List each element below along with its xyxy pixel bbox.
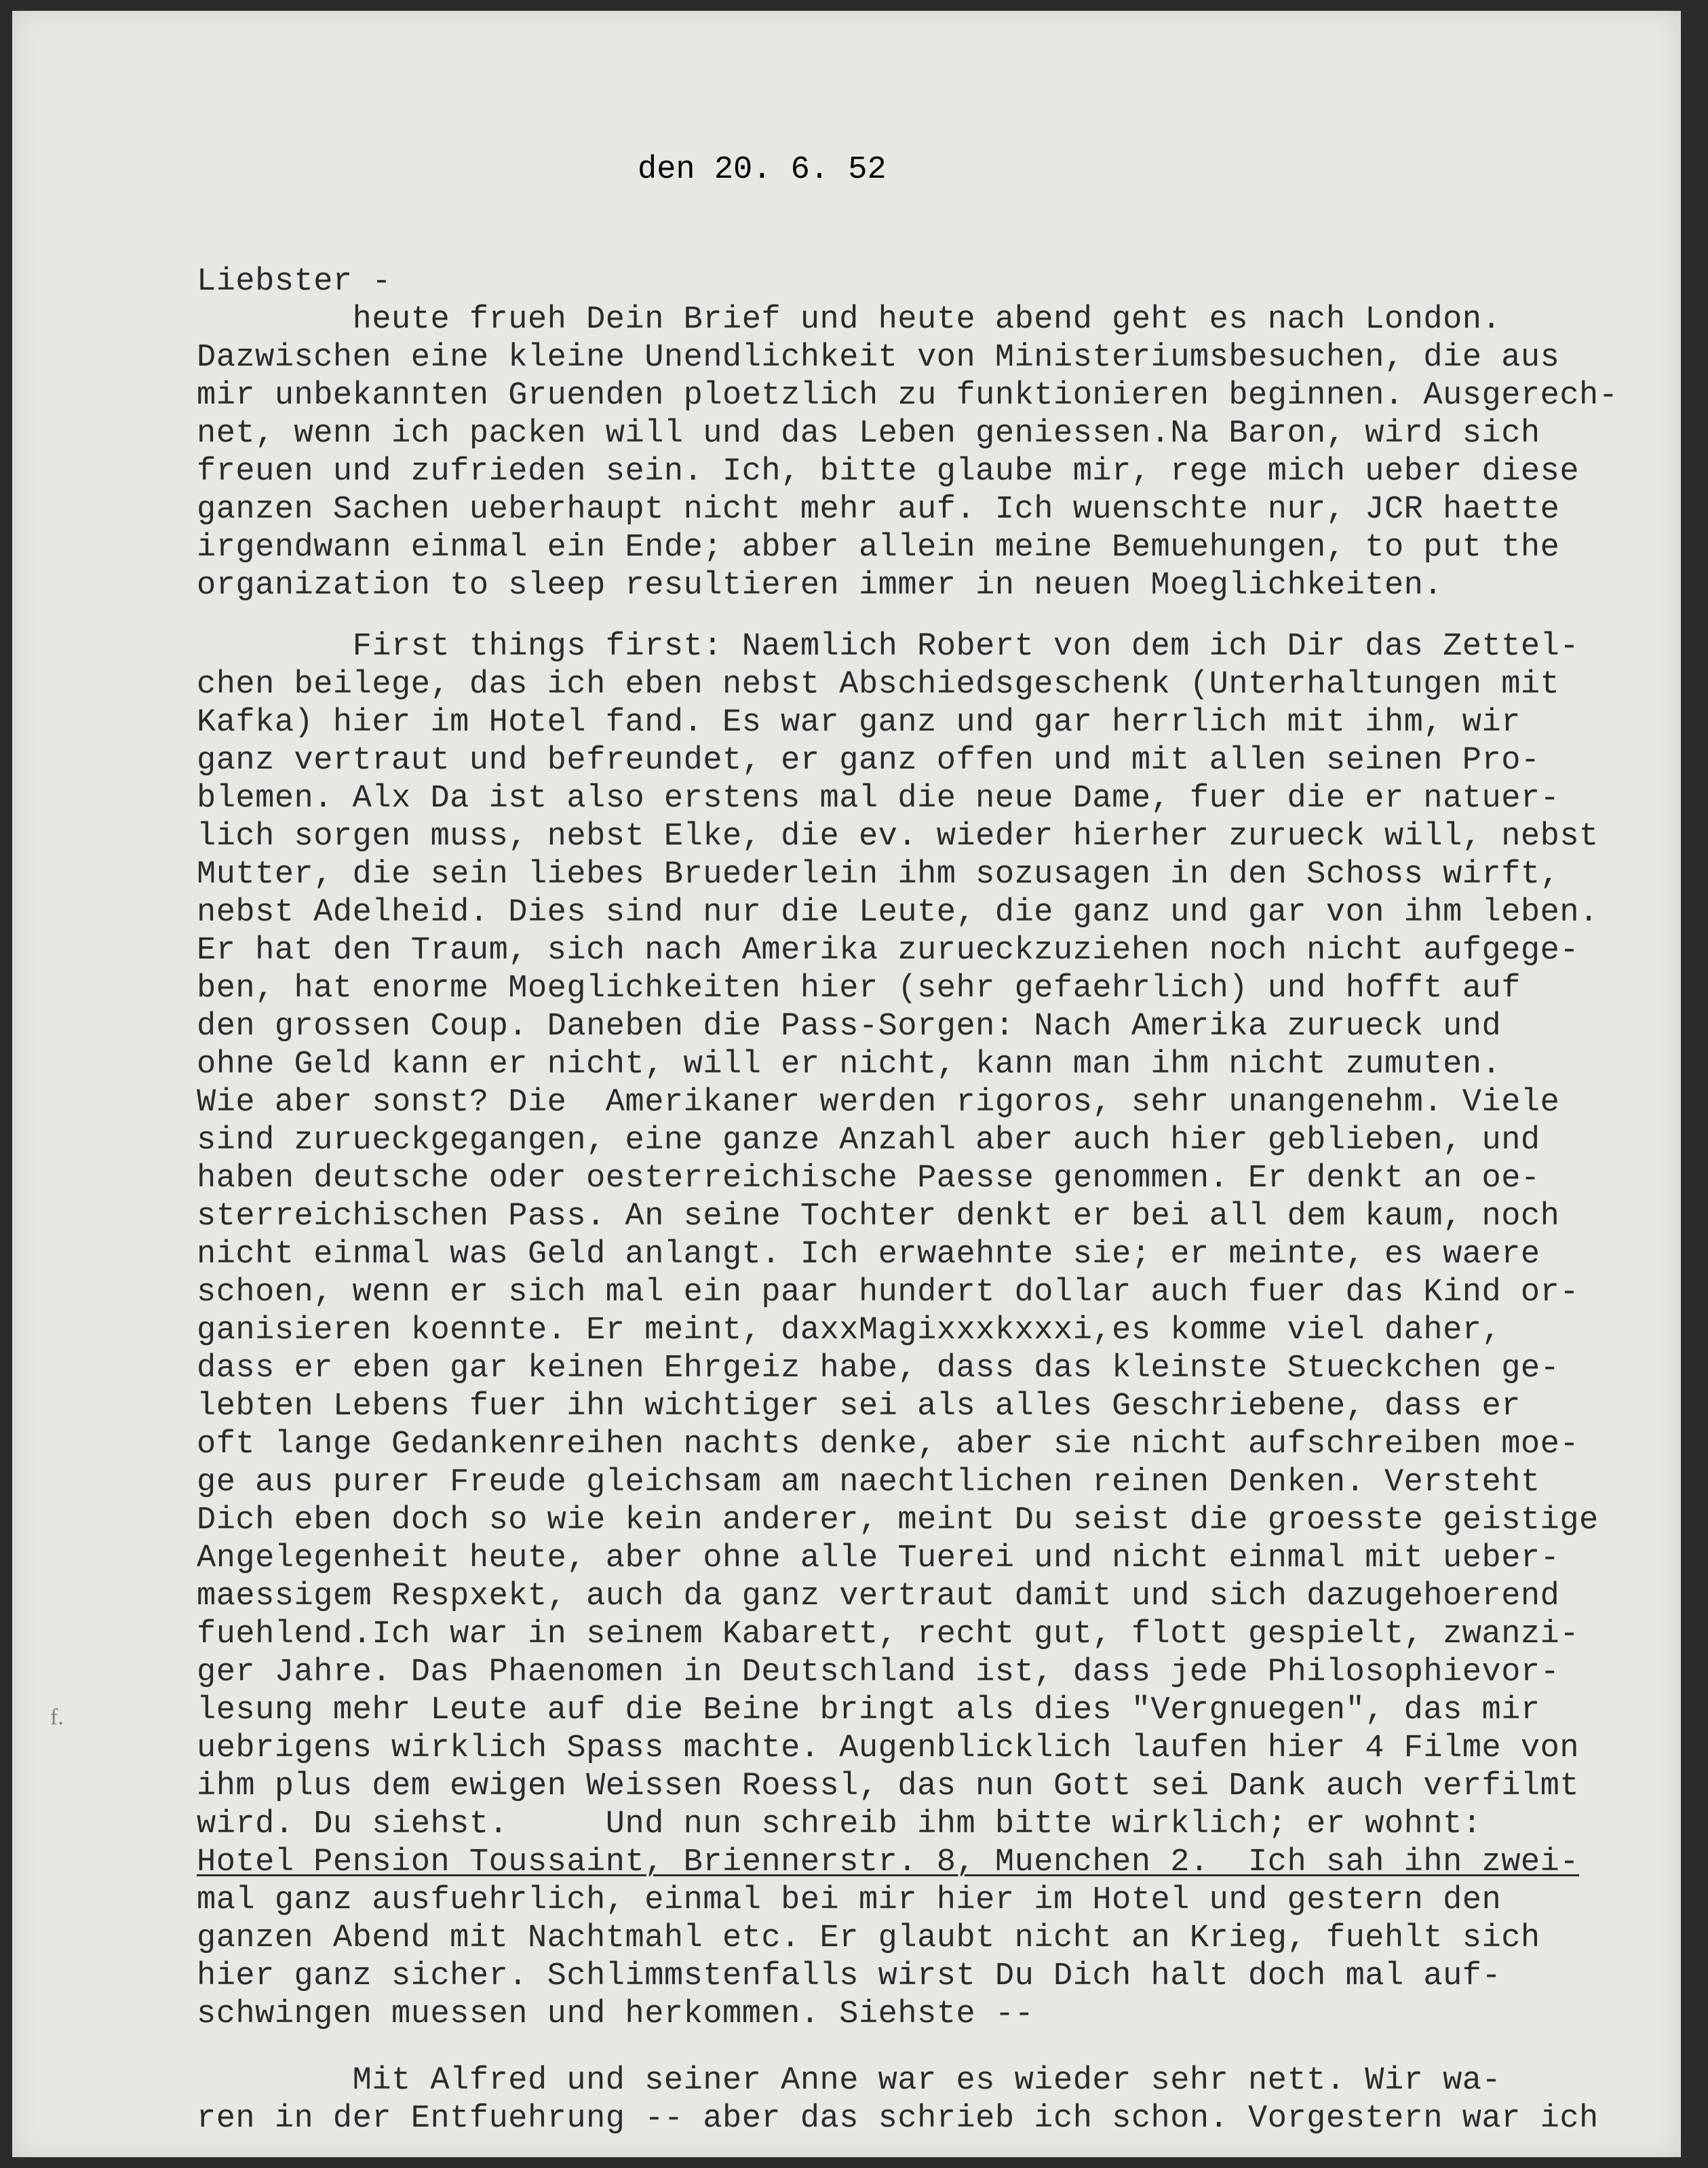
text-line-p2-l26: maessigem Respxekt, auch da ganz vertraut damit und sich dazugehoerend	[197, 1579, 1560, 1614]
text-line-p2-l20: dass er eben gar keinen Ehrgeiz habe, dass das kleinste Stueckchen ge-	[197, 1351, 1560, 1387]
text-line-p2-l11: den grossen Coup. Daneben die Pass-Sorgen: Nach Amerika zurueck und	[197, 1009, 1502, 1045]
text-line-p3-l2: ren in der Entfuehrung -- aber das schrieb ich schon. Vorgestern war ich	[197, 2101, 1599, 2137]
letter-page	[12, 11, 1681, 2157]
text-line-p1-l2: heute frueh Dein Brief und heute abend geht es nach London.	[197, 302, 1502, 338]
text-line-p2-l13: Wie aber sonst? Die Amerikaner werden rigoros, sehr unangenehm. Viele	[197, 1085, 1560, 1121]
text-line-p2-l3: Kafka) hier im Hotel fand. Es war ganz und gar herrlich mit ihm, wir	[197, 705, 1521, 741]
text-line-p2-l16: sterreichischen Pass. An seine Tochter denkt er bei all dem kaum, noch	[197, 1199, 1560, 1235]
text-line-p2-l9: Er hat den Traum, sich nach Amerika zurueckzuziehen noch nicht aufgege-	[197, 933, 1580, 969]
text-line-p2-l21: lebten Lebens fuer ihn wichtiger sei als alles Geschriebene, dass er	[197, 1389, 1521, 1425]
text-line-p1-l9: organization to sleep resultieren immer in neuen Moeglichkeiten.	[197, 568, 1443, 604]
text-line-p2-l8: nebst Adelheid. Dies sind nur die Leute, die ganz und gar von ihm leben.	[197, 895, 1599, 931]
text-line-p2-l1: First things first: Naemlich Robert von dem ich Dir das Zettel-	[197, 629, 1580, 665]
text-line-p2-l15: haben deutsche oder oesterreichische Paesse genommen. Er denkt an oe-	[197, 1161, 1540, 1197]
letter-date: den 20. 6. 52	[638, 152, 887, 188]
text-line-p2-l10: ben, hat enorme Moeglichkeiten hier (sehr gefaehrlich) und hofft auf	[197, 971, 1521, 1007]
text-line-p2-l36: hier ganz sicher. Schlimmstenfalls wirst Du Dich halt doch mal auf-	[197, 1958, 1502, 1994]
text-line-address: Hotel Pension Toussaint, Briennerstr. 8, Muenchen 2. Ich sah ihn zwei-	[197, 1844, 1580, 1880]
text-line-p2-l32: wird. Du siehst. Und nun schreib ihm bitte wirklich; er wohnt:	[197, 1806, 1482, 1842]
text-line-p1-l7: ganzen Sachen ueberhaupt nicht mehr auf. Ich wuenschte nur, JCR haette	[197, 492, 1560, 528]
text-line-p2-l5: blemen. Alx Da ist also erstens mal die neue Dame, fuer die er natuer-	[197, 781, 1560, 817]
text-line-p1-l1: Liebster -	[197, 264, 392, 300]
text-line-p1-l8: irgendwann einmal ein Ende; abber allein meine Bemuehungen, to put the	[197, 530, 1560, 566]
text-line-p2-l14: sind zurueckgegangen, eine ganze Anzahl aber auch hier geblieben, und	[197, 1123, 1540, 1159]
text-line-p2-l30: uebrigens wirklich Spass machte. Augenblicklich laufen hier 4 Filme von	[197, 1730, 1580, 1766]
text-line-p2-l6: lich sorgen muss, nebst Elke, die ev. wieder hierher zurueck will, nebst	[197, 819, 1599, 855]
text-line-p2-l37: schwingen muessen und herkommen. Siehste --	[197, 1996, 1034, 2032]
text-line-p2-l22: oft lange Gedankenreihen nachts denke, aber sie nicht aufschreiben moe-	[197, 1427, 1580, 1463]
text-line-p2-l31: ihm plus dem ewigen Weissen Roessl, das nun Gott sei Dank auch verfilmt	[197, 1768, 1580, 1804]
text-line-p2-l24: Dich eben doch so wie kein anderer, meint Du seist die groesste geistige	[197, 1503, 1599, 1538]
text-line-p2-l25: Angelegenheit heute, aber ohne alle Tuerei und nicht einmal mit ueber-	[197, 1541, 1560, 1576]
text-line-p2-l12: ohne Geld kann er nicht, will er nicht, kann man ihm nicht zumuten.	[197, 1047, 1502, 1083]
text-line-p2-l4: ganz vertraut und befreundet, er ganz offen und mit allen seinen Pro-	[197, 743, 1540, 779]
text-line-p2-l34: mal ganz ausfuehrlich, einmal bei mir hier im Hotel und gestern den	[197, 1882, 1502, 1918]
text-line-p3-l1: Mit Alfred und seiner Anne war es wieder sehr nett. Wir wa-	[197, 2063, 1502, 2099]
text-line-p2-l17: nicht einmal was Geld anlangt. Ich erwaehnte sie; er meinte, es waere	[197, 1237, 1540, 1273]
text-line-p2-l29: lesung mehr Leute auf die Beine bringt als dies "Vergnuegen", das mir	[197, 1692, 1540, 1728]
text-line-p2-l28: ger Jahre. Das Phaenomen in Deutschland ist, dass jede Philosophievor-	[197, 1654, 1560, 1690]
margin-mark: f.	[50, 1705, 64, 1730]
text-line-p2-l35: ganzen Abend mit Nachtmahl etc. Er glaubt nicht an Krieg, fuehlt sich	[197, 1920, 1540, 1956]
text-line-p2-l27: fuehlend.Ich war in seinem Kabarett, recht gut, flott gespielt, zwanzi-	[197, 1617, 1580, 1652]
text-line-p1-l5: net, wenn ich packen will und das Leben geniessen.Na Baron, wird sich	[197, 416, 1540, 452]
text-line-p1-l3: Dazwischen eine kleine Unendlichkeit von Ministeriumsbesuchen, die aus	[197, 340, 1560, 376]
text-line-p1-l6: freuen und zufrieden sein. Ich, bitte glaube mir, rege mich ueber diese	[197, 454, 1580, 490]
letter-body	[197, 11, 1681, 2137]
text-line-p2-l19: ganisieren koennte. Er meint, daxxMagixxxkxxxi,es komme viel daher,	[197, 1313, 1502, 1349]
text-line-p1-l4: mir unbekannten Gruenden ploetzlich zu funktionieren beginnen. Ausgerech-	[197, 378, 1618, 414]
text-line-p2-l23: ge aus purer Freude gleichsam am naechtlichen reinen Denken. Versteht	[197, 1465, 1540, 1501]
text-line-p2-l2: chen beilege, das ich eben nebst Abschiedsgeschenk (Unterhaltungen mit	[197, 667, 1560, 703]
text-line-p2-l18: schoen, wenn er sich mal ein paar hundert dollar auch fuer das Kind or-	[197, 1275, 1580, 1311]
text-line-p2-l7: Mutter, die sein liebes Bruederlein ihm sozusagen in den Schoss wirft,	[197, 857, 1560, 893]
